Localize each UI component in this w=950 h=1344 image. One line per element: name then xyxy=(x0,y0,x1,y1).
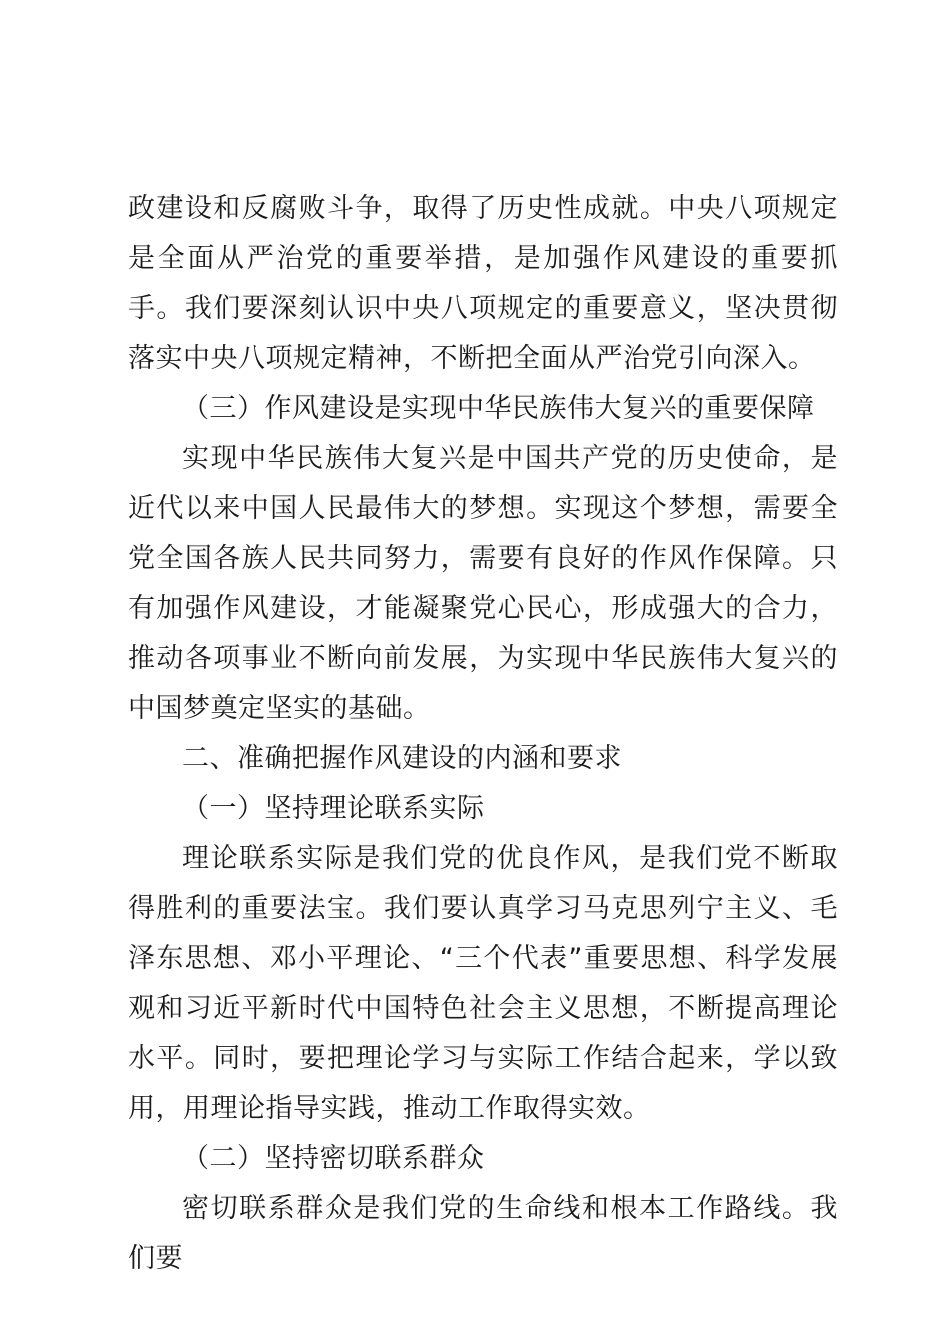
paragraph-mass-line: 密切联系群众是我们党的生命线和根本工作路线。我们要 xyxy=(128,1193,838,1274)
paragraph-continued: 政建设和反腐败斗争，取得了历史性成就。中央八项规定是全面从严治党的重要举措，是加强作风建设的重要抓手。我们要深刻认识中央八项规定的重要意义，坚决贯彻落实中央八项规定精神，不断把全面从严治党引向深入。 xyxy=(128,193,838,374)
subheading-two: （二）坚持密切联系群众 xyxy=(182,1143,485,1174)
paragraph-theory-practice: 理论联系实际是我们党的优良作风，是我们党不断取得胜利的重要法宝。我们要认真学习马克思列宁主义、毛泽东思想、邓小平理论、“三个代表”重要思想、科学发展观和习近平新时代中国特色社会主义思想，不断提高理论水平。同时，要把理论学习与实际工作结合起来，学以致用，用理论指导实践，推动工作取得实效。 xyxy=(128,843,838,1124)
paragraph-rejuvenation: 实现中华民族伟大复兴是中国共产党的历史使命，是近代以来中国人民最伟大的梦想。实现这个梦想，需要全党全国各族人民共同努力，需要有良好的作风作保障。只有加强作风建设，才能凝聚党心民心，形成强大的合力，推动各项事业不断向前发展，为实现中华民族伟大复兴的中国梦奠定坚实的基础。 xyxy=(128,443,838,724)
document-body xyxy=(128,184,838,1284)
subheading-three: （三）作风建设是实现中华民族伟大复兴的重要保障 xyxy=(182,393,815,424)
section-heading-two: 二、准确把握作风建设的内涵和要求 xyxy=(182,743,622,774)
subheading-one: （一）坚持理论联系实际 xyxy=(182,793,485,824)
